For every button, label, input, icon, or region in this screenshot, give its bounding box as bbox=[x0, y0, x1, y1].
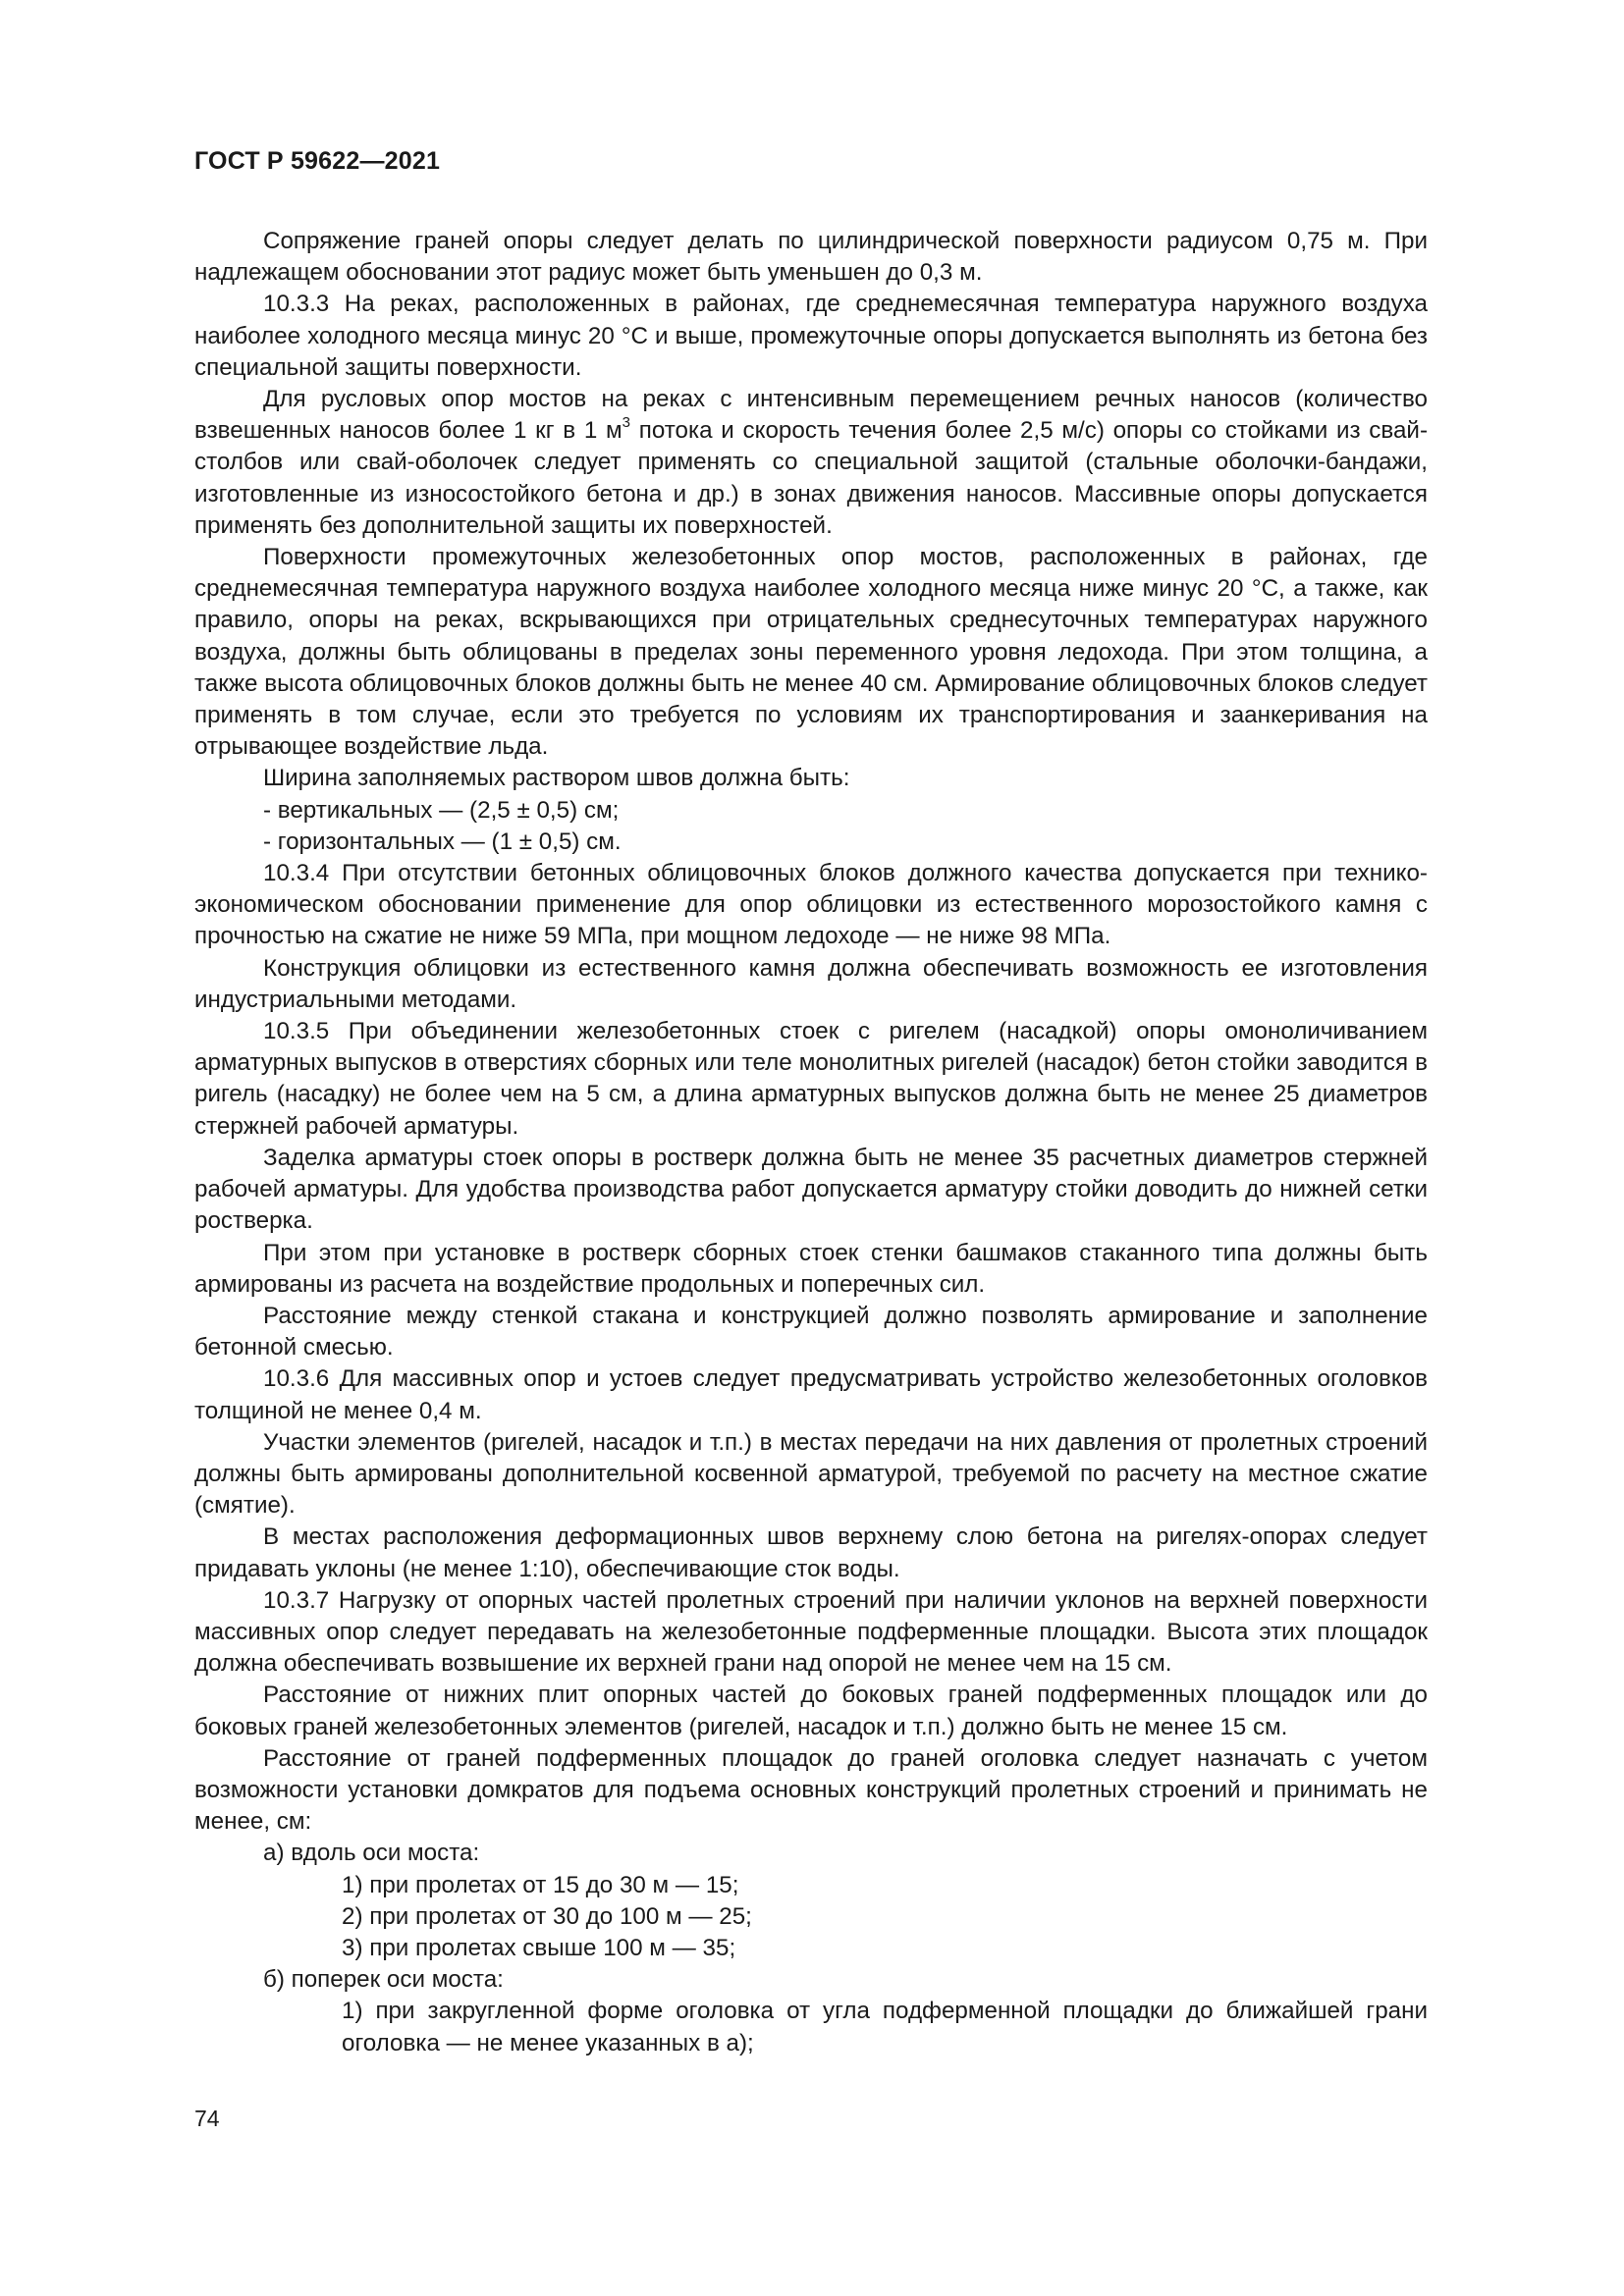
paragraph: Конструкция облицовки из естественного камня должна обеспечивать возможность ее изготовления индустриальными методами. bbox=[194, 954, 1428, 1013]
paragraph: В местах расположения деформационных швов верхнему слою бетона на ригелях-опорах следует придавать уклоны (не менее 1:10), обеспечивающие сток воды. bbox=[194, 1523, 1428, 1582]
paragraph: Ширина заполняемых раствором швов должна быть: bbox=[263, 765, 850, 792]
paragraph: Расстояние от нижних плит опорных частей до боковых граней подферменных площадок или до боковых граней железобетонных элементов (ригелей, насадок и т.п.) должно быть не менее 15 см. bbox=[194, 1682, 1428, 1740]
list-item: 3) при пролетах свыше 100 м — 35; bbox=[342, 1934, 736, 1961]
paragraph-10-3-7: 10.3.7 Нагрузку от опорных частей пролетных строений при наличии уклонов на верхней поверхности массивных опор следует передавать на железобетонные подферменные площадки. Высота этих площадок должна обеспечивать возвышение их верхней грани над опорой не менее чем на 15 см. bbox=[194, 1586, 1428, 1678]
paragraph-10-3-4: 10.3.4 При отсутствии бетонных облицовочных блоков должного качества допускается при технико-экономическом обосновании применение для опор облицовки из естественного морозостойкого камня с прочностью на сжатие не ниже 59 МПа, при мощном ледоходе — не ниже 98 МПа. bbox=[194, 860, 1428, 950]
list-item: 1) при закругленной форме оголовка от угла подферменной площадки до ближайшей грани оголовка — не менее указанных в а); bbox=[342, 1998, 1428, 2056]
paragraph-10-3-6: 10.3.6 Для массивных опор и устоев следует предусматривать устройство железобетонных оголовков толщиной не менее 0,4 м. bbox=[194, 1365, 1428, 1424]
document-body bbox=[194, 226, 1428, 2059]
paragraph bbox=[194, 384, 1428, 542]
paragraph: Расстояние от граней подферменных площадок до граней оголовка следует назначать с учетом возможности установки домкратов для подъема основных конструкций пролетных строений и принимать не менее, см: bbox=[194, 1744, 1428, 1836]
list-item: - вертикальных — (2,5 ± 0,5) см; bbox=[263, 796, 620, 824]
list-item: - горизонтальных — (1 ± 0,5) см. bbox=[263, 828, 622, 855]
paragraph-10-3-3: 10.3.3 На реках, расположенных в районах, где среднемесячная температура наружного воздуха наиболее холодного месяца минус 20 °С и выше, промежуточные опоры допускается выполнять из бетона без специальной защиты поверхности. bbox=[194, 291, 1428, 381]
paragraph: Поверхности промежуточных железобетонных опор мостов, расположенных в районах, где среднемесячная температура наружного воздуха наиболее холодного месяца ниже минус 20 °С, а также, как правило, опоры на реках, вскрывающихся при отрицательных среднесуточных температурах наружного воздуха, должны быть облицованы в пределах зоны переменного уровня ледохода. При этом толщина, а также высота облицовочных блоков должны быть не менее 40 см. Армирование облицовочных блоков следует применять в том случае, если это требуется по условиям их транспортирования и заанкеривания на отрывающее воздействие льда. bbox=[194, 544, 1428, 761]
paragraph: При этом при установке в ростверк сборных стоек стенки башмаков стаканного типа должны быть армированы из расчета на воздействие продольных и поперечных сил. bbox=[194, 1239, 1428, 1298]
list-item: б) поперек оси моста: bbox=[263, 1966, 504, 1994]
superscript: 3 bbox=[622, 414, 631, 432]
page-number: 74 bbox=[194, 2106, 220, 2131]
paragraph: Участки элементов (ригелей, насадок и т.п.) в местах передачи на них давления от пролетных строений должны быть армированы дополнительной косвенной арматурой, требуемой по расчету на местное сжатие (смятие). bbox=[194, 1428, 1428, 1520]
list-item: 2) при пролетах от 30 до 100 м — 25; bbox=[342, 1902, 752, 1930]
list-item: 1) при пролетах от 15 до 30 м — 15; bbox=[342, 1871, 739, 1898]
paragraph: Заделка арматуры стоек опоры в ростверк должна быть не менее 35 расчетных диаметров стержней рабочей арматуры. Для удобства производства работ допускается арматуру стойки доводить до нижней сетки ростверка. bbox=[194, 1144, 1428, 1235]
document-header: ГОСТ Р 59622—2021 bbox=[194, 147, 441, 175]
paragraph-text: потока и скорость течения более 2,5 м/с) опоры со стойками из свай-столбов или свай-оболочек следует применять со специальной защитой (стальные оболочки-бандажи, изготовленные из износостойкого бетона и др.) в зонах движения наносов. Массивные опоры допускается применять без дополнительной защиты их поверхностей. bbox=[194, 417, 1428, 539]
paragraph-10-3-5: 10.3.5 При объединении железобетонных стоек с ригелем (насадкой) опоры омоноличиванием арматурных выпусков в отверстиях сборных или теле монолитных ригелей (насадок) бетон стойки заводится в ригель (насадку) не более чем на 5 см, а длина арматурных выпусков должна быть не менее 25 диаметров стержней рабочей арматуры. bbox=[194, 1018, 1428, 1140]
paragraph: Сопряжение граней опоры следует делать по цилиндрической поверхности радиусом 0,75 м. При надлежащем обосновании этот радиус может быть уменьшен до 0,3 м. bbox=[194, 228, 1428, 287]
paragraph: Расстояние между стенкой стакана и конструкцией должно позволять армирование и заполнение бетонной смесью. bbox=[194, 1302, 1428, 1362]
paragraph-text: Для русловых опор мостов на реках с интенсивным перемещением речных наносов (количество взвешенных наносов более 1 кг в 1 м bbox=[194, 386, 1428, 445]
list-item: а) вдоль оси моста: bbox=[263, 1840, 480, 1867]
